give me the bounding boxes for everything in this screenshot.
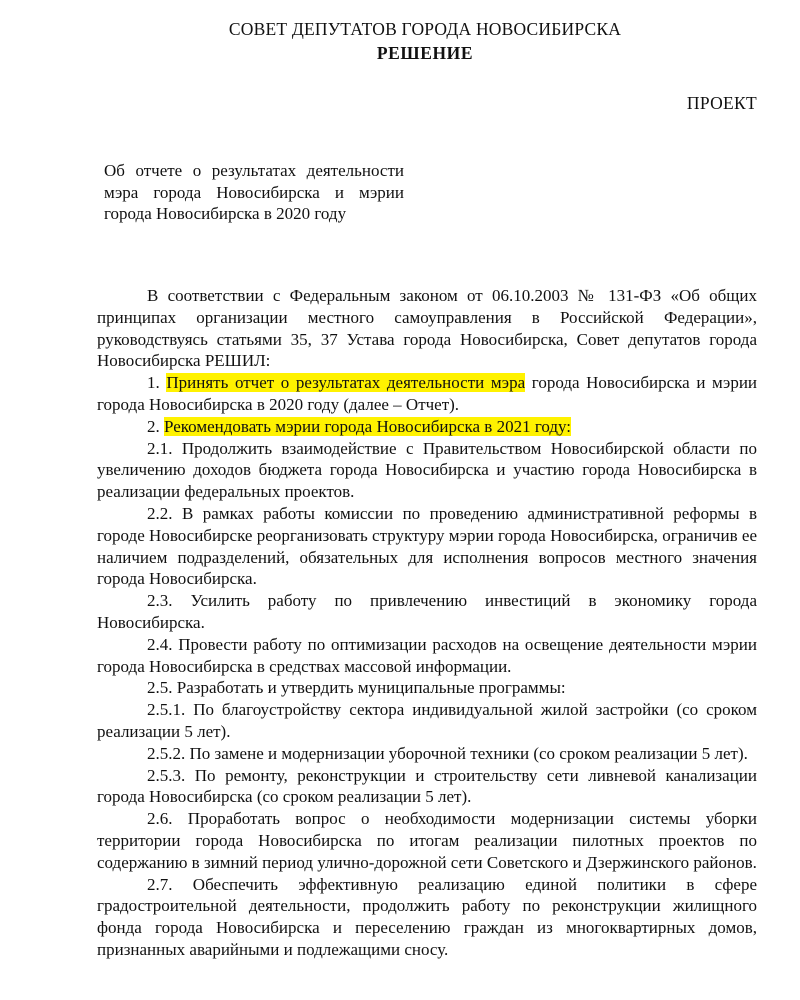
item-2-2: 2.2. В рамках работы комиссии по проведению административной реформы в городе Новосибирске реорганизовать структуру мэрии города Новосибирска, ограничив ее наличием подразделений, обязательных для исполнения вопросов местного значения города Новосибирска. [97,503,757,589]
document-subject: Об отчете о результатах деятельности мэра города Новосибирска и мэрии города Новосибирска в 2020 году [104,161,404,223]
item-2-5-2: 2.5.2. По замене и модернизации уборочной техники (со сроком реализации 5 лет). [147,743,748,763]
item-1-number: 1. [147,373,167,393]
item-1-highlighted-text: Принять отчет о результатах деятельности мэра [166,373,526,393]
item-2-7: 2.7. Обеспечить эффективную реализацию единой политики в сфере градостроительной деятельности, продолжить работу по реконструкции жилищного фонда города Новосибирска и переселению граждан из многоквартирных домов, признанных аварийными и подлежащими сносу. [97,874,757,959]
organization-title: СОВЕТ ДЕПУТАТОВ ГОРОДА НОВОСИБИРСКА [228,19,622,39]
item-2-highlighted-text: Рекомендовать мэрии города Новосибирска в 2021 году: [164,416,572,436]
item-2-5-3: 2.5.3. По ремонту, реконструкции и строительству сети ливневой канализации города Новосибирска (со сроком реализации 5 лет). [97,765,757,807]
item-2-6: 2.6. Проработать вопрос о необходимости модернизации системы уборки территории города Новосибирска по итогам реализации пилотных проектов по содержанию в зимний период улично-дорожной сети Советского и Дзержинского районов. [97,809,757,872]
document-body [97,285,757,961]
draft-status-label: ПРОЕКТ [686,93,757,113]
item-2 [97,416,757,438]
item-2-1: 2.1. Продолжить взаимодействие с Правительством Новосибирской области по увеличению доходов бюджета города Новосибирска и участию города Новосибирска в реализации федеральных проектов. [97,438,757,502]
item-2-5-1: 2.5.1. По благоустройству сектора индивидуальной жилой застройки (со сроком реализации 5 лет). [97,700,757,741]
item-2-number: 2. [147,416,164,436]
item-1-text: города Новосибирска и мэрии города Новосибирска в 2020 году (далее – Отчет). [97,373,758,414]
item-2-5: 2.5. Разработать и утвердить муниципальные программы: [147,678,566,698]
document-type-title: РЕШЕНИЕ [376,43,474,63]
item-2-3: 2.3. Усилить работу по привлечению инвестиций в экономику города Новосибирска. [97,591,757,632]
item-1 [97,372,757,416]
item-2-4: 2.4. Провести работу по оптимизации расходов на освещение деятельности мэрии города Новосибирска в средствах массовой информации. [97,634,757,676]
preamble-paragraph: В соответствии с Федеральным законом от 06.10.2003 № 131-ФЗ «Об общих принципах организации местного самоуправления в Российской Федерации», руководствуясь статьями 35, 37 Устава города Новосибирска, Совет депутатов города Новосибирска РЕШИЛ: [97,286,757,371]
